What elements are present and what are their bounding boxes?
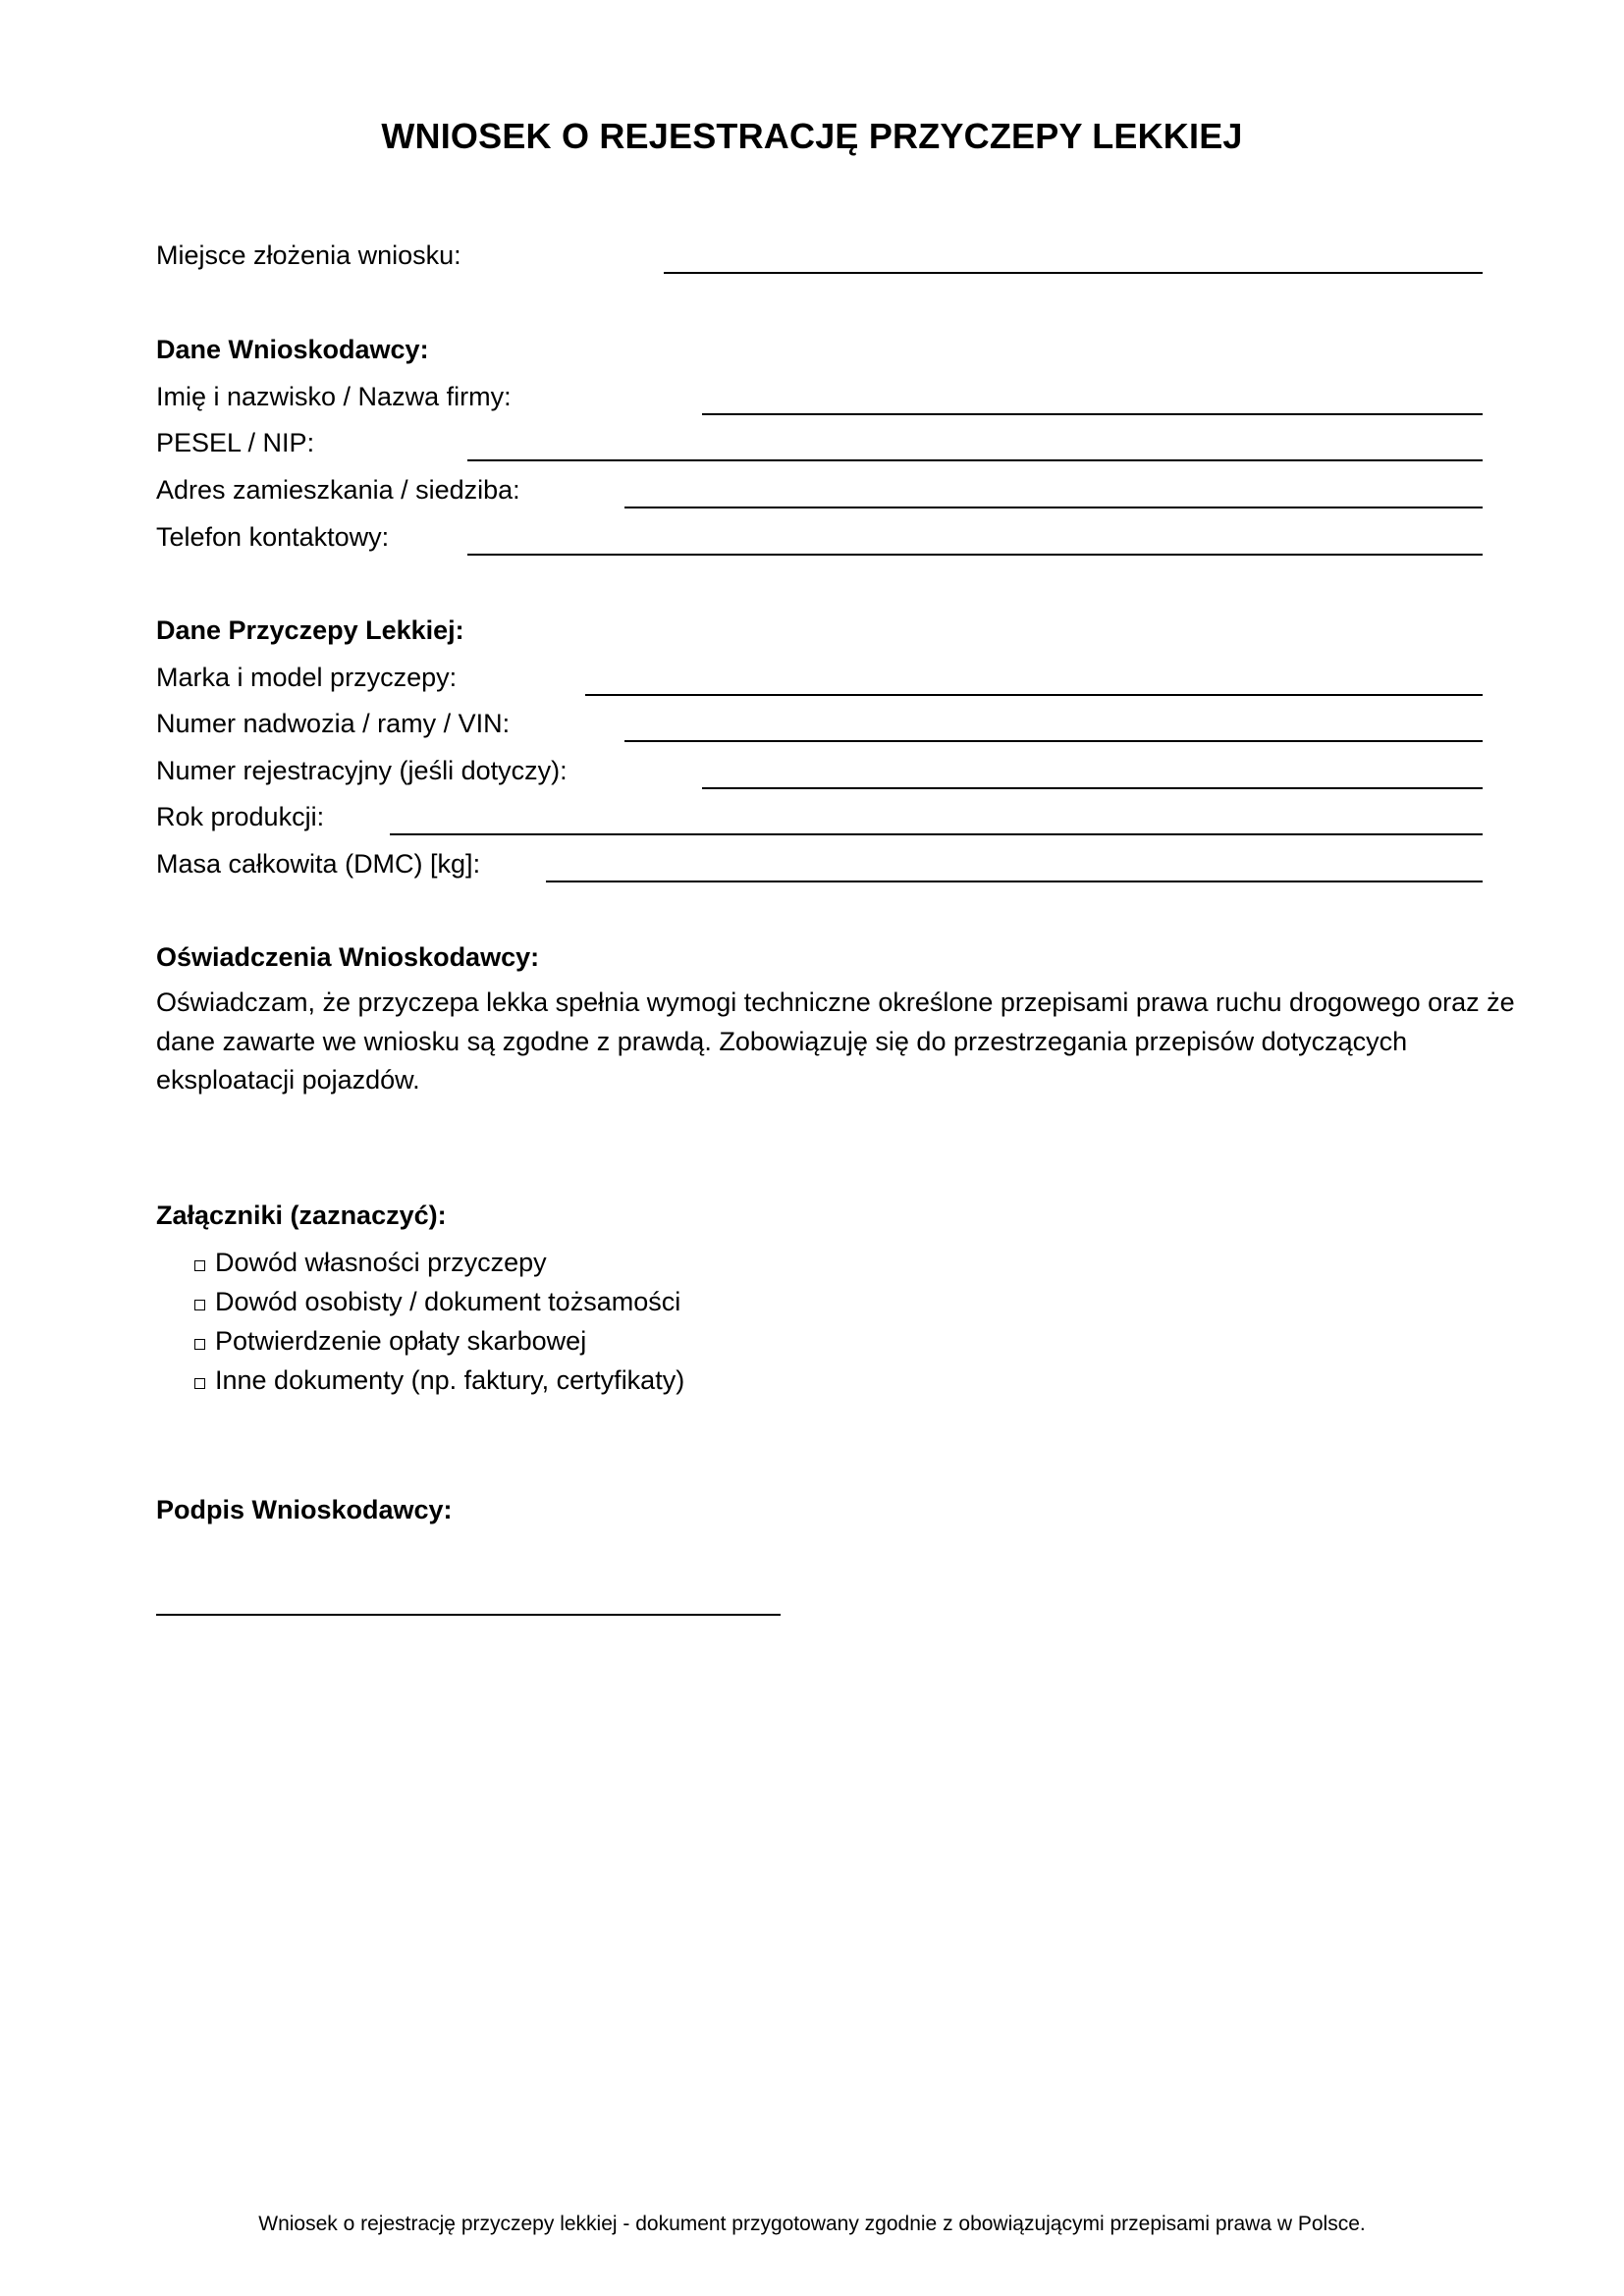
trailer-registration-label: Numer rejestracyjny (jeśli dotyczy): xyxy=(156,756,568,785)
attachments-heading: Załączniki (zaznaczyć): xyxy=(156,1201,447,1230)
trailer-model-field[interactable] xyxy=(585,694,1483,696)
checkbox-id[interactable] xyxy=(194,1300,205,1310)
attachment-item-id xyxy=(194,1282,684,1321)
trailer-vin-label: Numer nadwozia / ramy / VIN: xyxy=(156,709,511,738)
attachments-list xyxy=(194,1243,684,1400)
applicant-pesel-field[interactable] xyxy=(467,459,1483,461)
signature-line[interactable] xyxy=(156,1614,781,1616)
trailer-year-field[interactable] xyxy=(390,833,1483,835)
attachment-item-fee xyxy=(194,1321,684,1361)
signature-heading: Podpis Wnioskodawcy: xyxy=(156,1495,453,1524)
trailer-year-label: Rok produkcji: xyxy=(156,802,325,831)
checkbox-other[interactable] xyxy=(194,1378,205,1389)
trailer-heading: Dane Przyczepy Lekkiej: xyxy=(156,615,464,645)
applicant-phone-field[interactable] xyxy=(467,554,1483,556)
declaration-text: Oświadczam, że przyczepa lekka spełnia wymogi techniczne określone przepisami prawa ruchu drogowego oraz że dane zawarte we wniosku są zgodne z prawdą. Zobowiązuję się do przestrzegania przepisów dotyczących eksploatacji pojazdów. xyxy=(156,988,1515,1095)
attachment-label-id: Dowód osobisty / dokument tożsamości xyxy=(215,1287,681,1316)
trailer-mass-field[interactable] xyxy=(546,881,1483,882)
applicant-name-label: Imię i nazwisko / Nazwa firmy: xyxy=(156,382,512,411)
trailer-vin-field[interactable] xyxy=(624,740,1483,742)
checkbox-fee[interactable] xyxy=(194,1339,205,1350)
applicant-phone-label: Telefon kontaktowy: xyxy=(156,522,390,552)
attachment-label-fee: Potwierdzenie opłaty skarbowej xyxy=(215,1326,587,1356)
checkbox-ownership[interactable] xyxy=(194,1260,205,1271)
attachment-item-other xyxy=(194,1361,684,1400)
attachment-item-ownership xyxy=(194,1243,684,1282)
place-label: Miejsce złożenia wniosku: xyxy=(156,240,461,270)
attachment-label-other: Inne dokumenty (np. faktury, certyfikaty) xyxy=(215,1365,685,1395)
trailer-model-label: Marka i model przyczepy: xyxy=(156,663,458,692)
applicant-address-label: Adres zamieszkania / siedziba: xyxy=(156,475,520,505)
place-field[interactable] xyxy=(664,272,1483,274)
page-footer: Wniosek o rejestrację przyczepy lekkiej - dokument przygotowany zgodnie z obowiązującymi przepisami prawa w Polsce. xyxy=(258,2213,1366,2235)
attachment-label-ownership: Dowód własności przyczepy xyxy=(215,1248,547,1277)
applicant-pesel-label: PESEL / NIP: xyxy=(156,428,315,457)
trailer-mass-label: Masa całkowita (DMC) [kg]: xyxy=(156,849,481,879)
trailer-registration-field[interactable] xyxy=(702,787,1483,789)
page-title: WNIOSEK O REJESTRACJĘ PRZYCZEPY LEKKIEJ xyxy=(381,116,1243,156)
applicant-name-field[interactable] xyxy=(702,413,1483,415)
declaration-heading: Oświadczenia Wnioskodawcy: xyxy=(156,942,540,972)
applicant-address-field[interactable] xyxy=(624,507,1483,508)
applicant-heading: Dane Wnioskodawcy: xyxy=(156,335,429,364)
